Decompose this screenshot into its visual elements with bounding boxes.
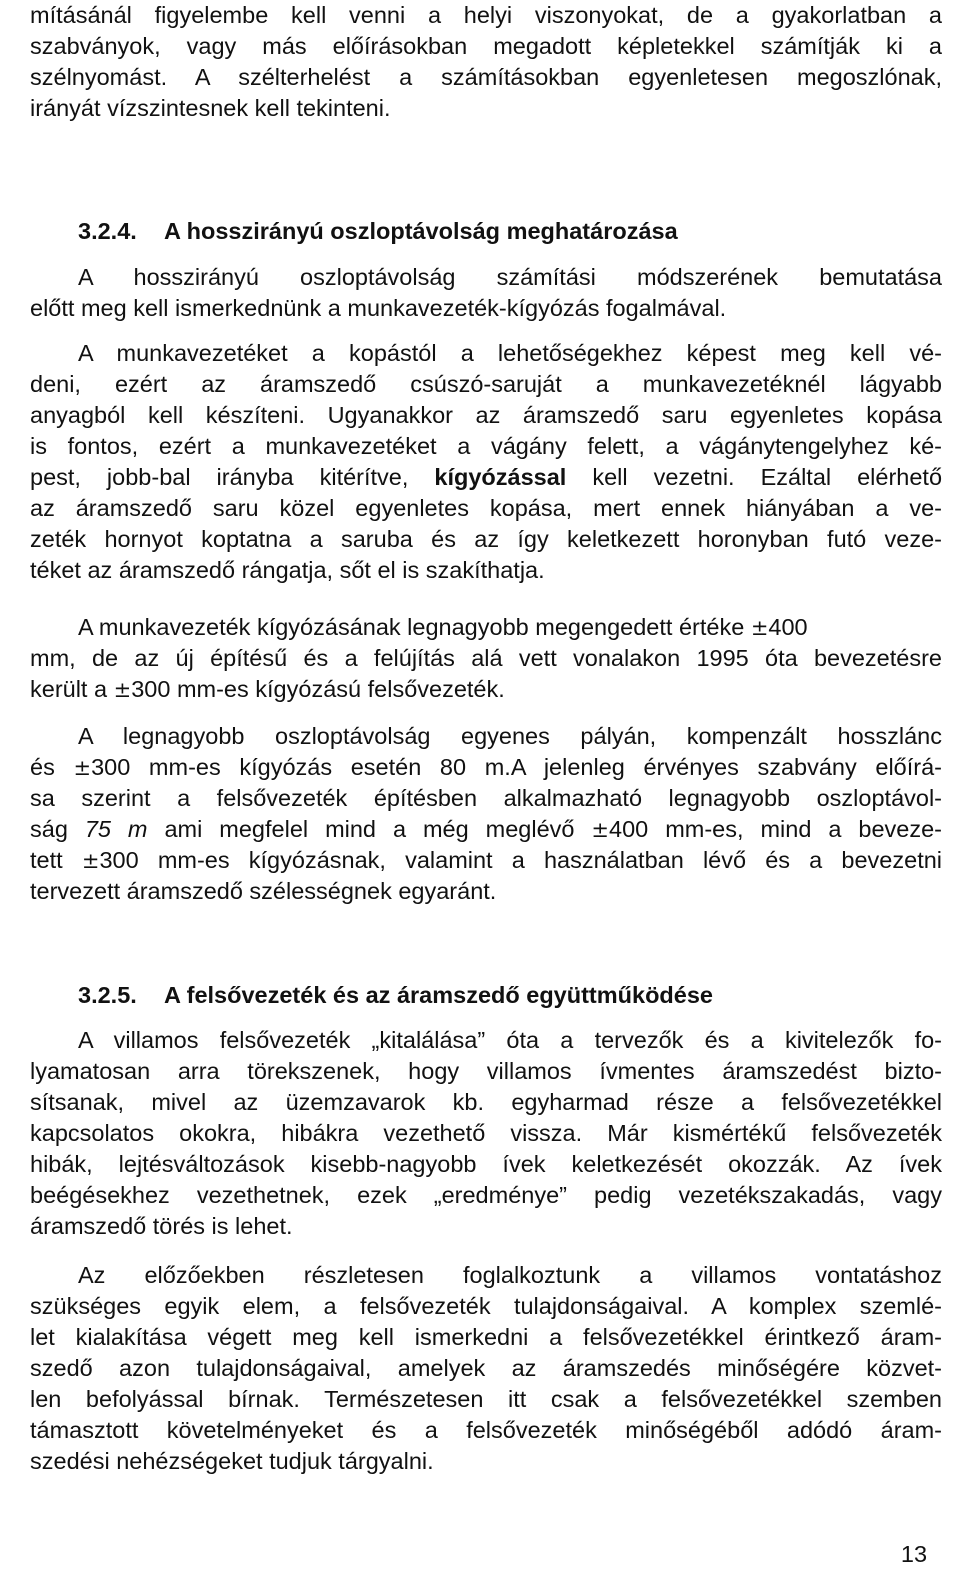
- plus-minus-sign: ±: [73, 756, 92, 780]
- plus-minus-sign: ±: [113, 678, 132, 702]
- italic-value: 75 m: [84, 816, 148, 842]
- text-line: A munkavezetéket a kopástól a lehetőségekhez képest meg kell vé-: [78, 340, 942, 366]
- section-title: A felsővezeték és az áramszedő együttműködése: [164, 982, 713, 1008]
- section-title: A hosszirányú oszloptávolság meghatározása: [164, 218, 678, 244]
- text-line: A villamos felsővezeték „kitalálása” óta a tervezők és a kivitelezők fo-: [78, 1027, 942, 1053]
- text-line: [30, 752, 942, 783]
- text-line: A hosszirányú oszloptávolság számítási módszerének bemutatása: [78, 264, 942, 290]
- section-heading: [78, 980, 713, 1010]
- text-line: [78, 612, 942, 643]
- text-line: támasztott követelményeket és a felsővezeték minőségéből adódó áram-: [30, 1417, 942, 1443]
- text-line: áramszedő törés is lehet.: [30, 1213, 293, 1239]
- text-fragment: pest, jobb-bal irányba kitérítve,: [30, 464, 409, 490]
- section-heading: [78, 216, 678, 246]
- text-fragment: 400: [768, 614, 808, 640]
- text-line: szedő azon tulajdonságaival, amelyek az áramszedés minőségére közvet-: [30, 1355, 942, 1381]
- text-fragment: 300 mm-es kígyózás esetén 80 m.A jelenleg érvényes szabvány előírá-: [91, 754, 942, 780]
- text-line: irányát vízszintesnek kell tekinteni.: [30, 95, 391, 121]
- text-fragment: ság: [30, 816, 68, 842]
- text-line: sa szerint a felsővezeték építésben alkalmazható legnagyobb oszloptávol-: [30, 785, 942, 811]
- text-line: [30, 814, 942, 845]
- plus-minus-sign: ±: [591, 818, 610, 842]
- text-line: [30, 674, 942, 705]
- text-fragment: és: [30, 754, 55, 780]
- text-fragment: A munkavezeték kígyózásának legnagyobb megengedett értéke: [78, 614, 745, 640]
- text-fragment: 300 mm-es kígyózású felsővezeték.: [131, 676, 505, 702]
- page-number-label: 13: [900, 1541, 928, 1567]
- plus-minus-sign: ±: [81, 849, 100, 873]
- text-line: [30, 845, 942, 876]
- text-line: szabványok, vagy más előírásokban megadott képletekkel számítják ki a: [30, 33, 942, 59]
- text-line: téket az áramszedő rángatja, sőt el is szakíthatja.: [30, 557, 545, 583]
- text-line: is fontos, ezért a munkavezetéket a vágány felett, a vágánytengelyhez ké-: [30, 433, 942, 459]
- text-line: A legnagyobb oszloptávolság egyenes pályán, kompenzált hosszlánc: [78, 723, 942, 749]
- text-line: mm, de az új építésű és a felújítás alá vett vonalakon 1995 óta bevezetésre: [30, 645, 942, 671]
- text-line: szükséges egyik elem, a felsővezeték tulajdonságaival. A komplex szemlé-: [30, 1293, 942, 1319]
- section-number: 3.2.5.: [78, 982, 137, 1008]
- text-line: anyagból kell készíteni. Ugyanakkor az áramszedő saru egyenletes kopása: [30, 402, 942, 428]
- text-line: zeték hornyot koptatna a saruba és az így keletkezett horonyban futó veze-: [30, 526, 942, 552]
- text-line: szedési nehézségeket tudjuk tárgyalni.: [30, 1448, 434, 1474]
- text-fragment: 400 mm-es, mind a beveze-: [609, 816, 942, 842]
- text-fragment: 300 mm-es kígyózásnak, valamint a használatban lévő és a bevezetni: [99, 847, 943, 873]
- text-line: deni, ezért az áramszedő csúszó-saruját a munkavezetéknél lágyabb: [30, 371, 942, 397]
- text-line: az áramszedő saru közel egyenletes kopása, mert ennek hiányában a ve-: [30, 495, 942, 521]
- text-fragment: kell vezetni. Ezáltal elérhető: [592, 464, 943, 490]
- text-line: kapcsolatos okokra, hibákra vezethető vissza. Már kismértékű felsővezeték: [30, 1120, 942, 1146]
- section-number: 3.2.4.: [78, 218, 137, 244]
- bold-term: kígyózással: [434, 464, 567, 490]
- text-line: szélnyomást. A szélterhelést a számításokban egyenletesen megoszlónak,: [30, 64, 942, 90]
- text-fragment: tett: [30, 847, 63, 873]
- text-line: tervezett áramszedő szélességnek egyaránt.: [30, 878, 497, 904]
- text-line: [30, 462, 942, 492]
- text-line: mításánál figyelembe kell venni a helyi viszonyokat, de a gyakorlatban a: [30, 2, 942, 28]
- text-fragment: ami megfelel mind a még meglévő: [164, 816, 575, 842]
- text-line: lyamatosan arra törekszenek, hogy villamos ívmentes áramszedést bizto-: [30, 1058, 942, 1084]
- text-fragment: került a: [30, 676, 108, 702]
- text-line: let kialakítása végett meg kell ismerkedni a felsővezetékkel érintkező áram-: [30, 1324, 942, 1350]
- text-line: sítsanak, mivel az üzemzavarok kb. egyharmad része a felsővezetékkel: [30, 1089, 942, 1115]
- text-line: len befolyással bírnak. Természetesen itt csak a felsővezetékkel szemben: [30, 1386, 942, 1412]
- text-line: előtt meg kell ismerkednünk a munkavezeték-kígyózás fogalmával.: [30, 295, 727, 321]
- plus-minus-sign: ±: [750, 616, 769, 640]
- text-line: hibák, lejtésváltozások kisebb-nagyobb ívek keletkezését okozzák. Az ívek: [30, 1151, 942, 1177]
- text-line: Az előzőekben részletesen foglalkoztunk a villamos vontatáshoz: [78, 1262, 942, 1288]
- text-line: beégésekhez vezethetnek, ezek „eredménye” pedig vezetékszakadás, vagy: [30, 1182, 942, 1208]
- page-number: [0, 1539, 942, 1569]
